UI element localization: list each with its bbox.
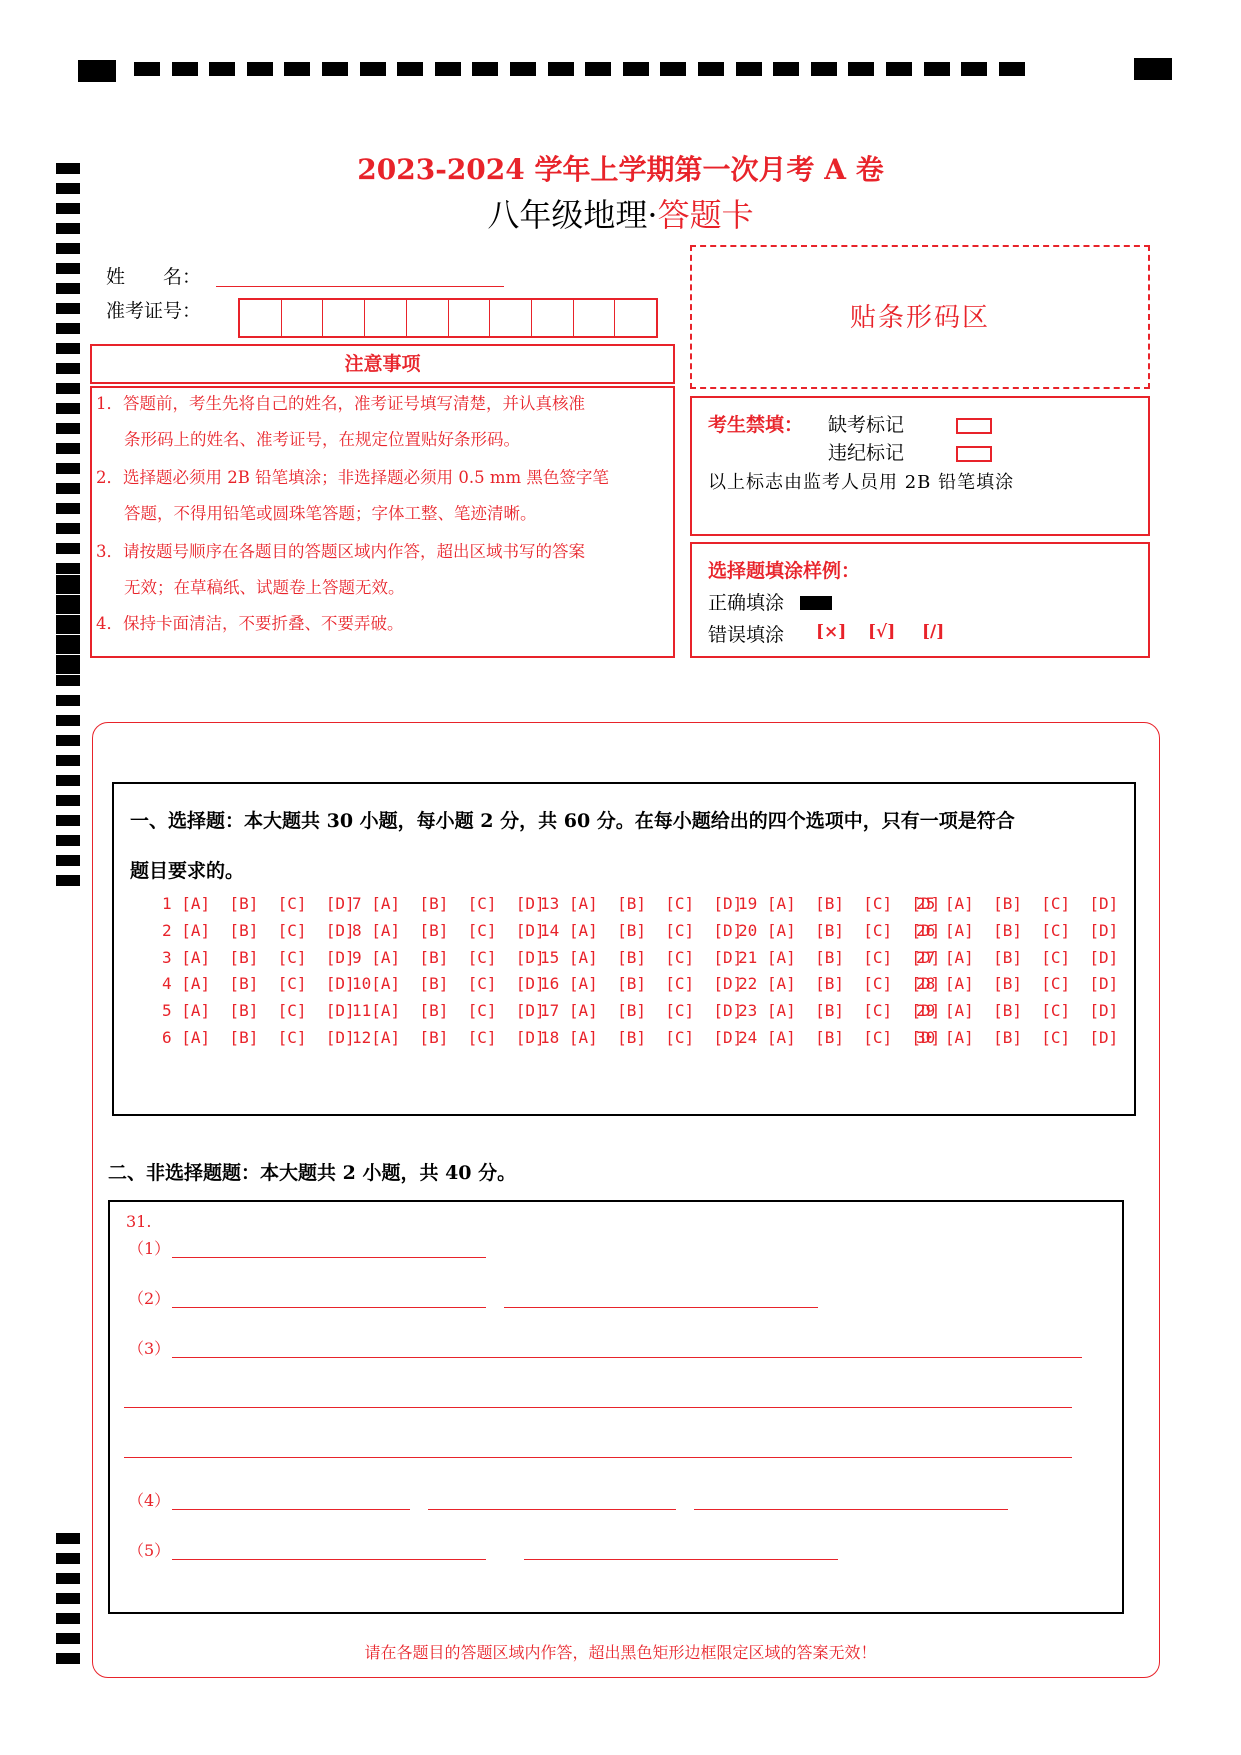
notice-item-1 bbox=[96, 386, 678, 458]
answer-line-4a[interactable] bbox=[172, 1509, 410, 1510]
notice-item-1-line2: 条形码上的姓名、准考证号，在规定位置贴好条形码。 bbox=[124, 430, 520, 449]
timing-mark bbox=[56, 815, 80, 826]
timing-mark bbox=[56, 1573, 80, 1584]
timing-mark bbox=[961, 62, 987, 76]
correct-fill-example bbox=[800, 596, 832, 610]
timing-mark bbox=[472, 62, 498, 76]
exam-id-digit-box[interactable] bbox=[490, 300, 532, 336]
choice-row-12[interactable]: 12[A] [B] [C] [D] bbox=[352, 1028, 545, 1047]
timing-mark bbox=[56, 363, 80, 374]
sub-question-2-label: （2） bbox=[128, 1289, 171, 1308]
choice-row-6[interactable]: 6 [A] [B] [C] [D] bbox=[162, 1028, 355, 1047]
timing-mark bbox=[56, 503, 80, 514]
timing-mark bbox=[56, 243, 80, 254]
choice-row-7[interactable]: 7 [A] [B] [C] [D] bbox=[352, 894, 545, 913]
name-label: 姓 名： bbox=[106, 266, 202, 288]
timing-mark bbox=[56, 463, 80, 474]
sub-question-5-label: （5） bbox=[128, 1541, 171, 1560]
timing-mark bbox=[1134, 58, 1172, 80]
answer-line-2a[interactable] bbox=[172, 1307, 486, 1308]
timing-mark bbox=[56, 795, 80, 806]
violation-mark-box[interactable] bbox=[956, 446, 992, 462]
timing-mark bbox=[435, 62, 461, 76]
timing-mark bbox=[698, 62, 724, 76]
timing-mark bbox=[134, 62, 160, 76]
timing-mark bbox=[56, 403, 80, 414]
subtitle-separator: · bbox=[647, 196, 658, 234]
notice-item-3 bbox=[96, 534, 678, 606]
choice-row-11[interactable]: 11[A] [B] [C] [D] bbox=[352, 1001, 545, 1021]
timing-mark bbox=[56, 755, 80, 766]
barcode-area bbox=[690, 245, 1150, 389]
choice-row-30[interactable]: 30 [A] [B] [C] [D] bbox=[916, 1028, 1119, 1047]
answer-card-label: 答题卡 bbox=[657, 196, 754, 234]
choice-row-16[interactable]: 16 [A] [B] [C] [D] bbox=[540, 974, 743, 994]
exam-id-digit-box[interactable] bbox=[574, 300, 616, 336]
notice-item-3-line1: 3．请按题号顺序在各题目的答题区域内作答，超出区域书写的答案 bbox=[96, 542, 585, 561]
sub-question-4-label: （4） bbox=[128, 1491, 171, 1510]
wrong-fill-example-3: [/] bbox=[922, 622, 945, 642]
timing-mark bbox=[56, 523, 80, 534]
choice-row-20[interactable]: 20 [A] [B] [C] [D] bbox=[738, 920, 941, 940]
wrong-fill-label: 错误填涂 bbox=[708, 624, 785, 646]
answer-line-5a[interactable] bbox=[172, 1559, 486, 1560]
choice-row-28[interactable]: 28 [A] [B] [C] [D] bbox=[916, 974, 1119, 994]
choice-row-5[interactable]: 5 [A] [B] [C] [D] bbox=[162, 1001, 355, 1021]
timing-mark bbox=[999, 62, 1025, 76]
fill-sample-title: 选择题填涂样例： bbox=[708, 560, 861, 582]
exam-id-label: 准考证号： bbox=[106, 300, 202, 322]
choice-row-21[interactable]: 21 [A] [B] [C] [D] bbox=[738, 947, 941, 967]
notice-item-4-line1: 4．保持卡面清洁，不要折叠、不要弄破。 bbox=[96, 614, 404, 633]
timing-mark bbox=[886, 62, 912, 76]
exam-id-digit-box[interactable] bbox=[323, 300, 365, 336]
wrong-fill-example-2: [√] bbox=[868, 622, 896, 642]
exam-id-field[interactable] bbox=[238, 298, 658, 338]
answer-line-4c[interactable] bbox=[694, 1509, 1008, 1510]
timing-mark bbox=[56, 423, 80, 434]
choice-row-1[interactable]: 1 [A] [B] [C] [D] bbox=[162, 894, 355, 913]
name-field[interactable] bbox=[216, 286, 504, 287]
timing-mark bbox=[172, 62, 198, 76]
timing-mark bbox=[56, 735, 80, 746]
choice-row-17[interactable]: 17 [A] [B] [C] [D] bbox=[540, 1001, 743, 1021]
violation-mark-label: 违纪标记 bbox=[828, 442, 905, 464]
timing-mark bbox=[56, 855, 80, 866]
timing-mark bbox=[660, 62, 686, 76]
timing-mark bbox=[56, 1553, 80, 1564]
timing-mark bbox=[56, 443, 80, 454]
section1-title-cont: 题目要求的。 bbox=[130, 860, 245, 882]
timing-mark bbox=[773, 62, 799, 76]
card-subtitle bbox=[0, 190, 1241, 236]
timing-mark bbox=[322, 62, 348, 76]
answer-line-3c[interactable] bbox=[124, 1457, 1072, 1458]
timing-mark bbox=[360, 62, 386, 76]
exam-id-digit-box[interactable] bbox=[240, 300, 282, 336]
choice-row-26[interactable]: 26 [A] [B] [C] [D] bbox=[916, 920, 1119, 940]
choice-row-9[interactable]: 9 [A] [B] [C] [D] bbox=[352, 947, 545, 967]
notice-item-2-line1: 2．选择题必须用 2B 铅笔填涂；非选择题必须用 0.5 mm 黑色签字笔 bbox=[96, 468, 609, 487]
timing-mark bbox=[56, 595, 80, 606]
section1-title: 一、选择题：本大题共 30 小题，每小题 2 分，共 60 分。在每小题给出的四个选项中，只有一项是符合 bbox=[130, 810, 1015, 832]
timing-mark bbox=[924, 62, 950, 76]
timing-mark bbox=[56, 835, 80, 846]
timing-mark bbox=[56, 1593, 80, 1604]
exam-id-digit-box[interactable] bbox=[532, 300, 574, 336]
timing-mark bbox=[284, 62, 310, 76]
choice-row-13[interactable]: 13 [A] [B] [C] [D] bbox=[540, 894, 743, 913]
timing-mark bbox=[510, 62, 536, 76]
sub-question-3-label: （3） bbox=[128, 1339, 171, 1358]
timing-mark bbox=[56, 695, 80, 706]
choice-row-22[interactable]: 22 [A] [B] [C] [D] bbox=[738, 974, 941, 994]
timing-mark bbox=[56, 1613, 80, 1624]
choice-row-4[interactable]: 4 [A] [B] [C] [D] bbox=[162, 974, 355, 994]
exam-id-digit-box[interactable] bbox=[615, 300, 656, 336]
absent-mark-box[interactable] bbox=[956, 418, 992, 434]
choice-row-8[interactable]: 8 [A] [B] [C] [D] bbox=[352, 920, 545, 940]
answer-line-5b[interactable] bbox=[524, 1559, 838, 1560]
exam-title: 2023-2024 学年上学期第一次月考 A 卷 bbox=[357, 153, 884, 186]
answer-line-3a[interactable] bbox=[172, 1357, 1082, 1358]
timing-mark bbox=[56, 675, 80, 686]
timing-mark bbox=[56, 283, 80, 294]
timing-mark bbox=[397, 62, 423, 76]
exam-id-digit-box[interactable] bbox=[282, 300, 324, 336]
timing-mark bbox=[548, 62, 574, 76]
timing-mark bbox=[56, 615, 80, 626]
absent-mark-label: 缺考标记 bbox=[828, 414, 905, 436]
timing-mark bbox=[736, 62, 762, 76]
timing-mark bbox=[56, 575, 80, 586]
notice-title-box bbox=[90, 344, 675, 384]
timing-mark bbox=[56, 483, 80, 494]
wrong-fill-example-1: [×] bbox=[816, 622, 847, 642]
question-31-number: 31. bbox=[126, 1212, 152, 1231]
timing-mark bbox=[848, 62, 874, 76]
choice-row-2[interactable]: 2 [A] [B] [C] [D] bbox=[162, 920, 355, 940]
notice-item-2 bbox=[96, 460, 678, 532]
notice-item-3-line2: 无效；在草稿纸、试题卷上答题无效。 bbox=[124, 578, 405, 597]
timing-mark bbox=[56, 263, 80, 274]
exam-mark-title: 考生禁填： bbox=[708, 414, 804, 436]
timing-mark bbox=[585, 62, 611, 76]
timing-mark bbox=[56, 875, 80, 886]
barcode-label: 贴条形码区 bbox=[849, 303, 990, 333]
timing-mark bbox=[811, 62, 837, 76]
exam-id-digit-box[interactable] bbox=[449, 300, 491, 336]
timing-mark bbox=[247, 62, 273, 76]
timing-mark bbox=[56, 563, 80, 574]
fill-sample-box bbox=[690, 542, 1150, 658]
notice-item-1-line1: 1．答题前，考生先将自己的姓名，准考证号填写清楚，并认真核准 bbox=[96, 394, 585, 413]
notice-title: 注意事项 bbox=[344, 353, 421, 375]
correct-fill-label: 正确填涂 bbox=[708, 592, 785, 614]
exam-id-digit-box[interactable] bbox=[407, 300, 449, 336]
timing-mark bbox=[56, 543, 80, 554]
timing-mark bbox=[56, 635, 80, 646]
timing-mark bbox=[56, 303, 80, 314]
timing-mark bbox=[56, 1533, 80, 1544]
choice-row-15[interactable]: 15 [A] [B] [C] [D] bbox=[540, 947, 743, 967]
timing-mark bbox=[56, 655, 80, 666]
timing-mark bbox=[56, 383, 80, 394]
subject-label: 八年级地理 bbox=[487, 196, 648, 234]
exam-mark-note: 以上标志由监考人员用 2B 铅笔填涂 bbox=[708, 472, 1015, 493]
choice-row-18[interactable]: 18 [A] [B] [C] [D] bbox=[540, 1028, 743, 1047]
exam-mark-box bbox=[690, 396, 1150, 536]
timing-mark bbox=[78, 60, 116, 82]
timing-mark bbox=[56, 715, 80, 726]
timing-mark bbox=[623, 62, 649, 76]
choice-row-25[interactable]: 25 [A] [B] [C] [D] bbox=[916, 894, 1119, 913]
timing-mark bbox=[56, 323, 80, 334]
answer-line-3b[interactable] bbox=[124, 1407, 1072, 1408]
section2-title: 二、非选择题题：本大题共 2 小题，共 40 分。 bbox=[108, 1162, 517, 1184]
choice-row-27[interactable]: 27 [A] [B] [C] [D] bbox=[916, 947, 1119, 967]
timing-mark bbox=[209, 62, 235, 76]
choice-row-14[interactable]: 14 [A] [B] [C] [D] bbox=[540, 920, 743, 940]
choice-row-10[interactable]: 10[A] [B] [C] [D] bbox=[352, 974, 545, 994]
exam-id-digit-box[interactable] bbox=[365, 300, 407, 336]
notice-item-4 bbox=[96, 606, 678, 642]
choice-row-3[interactable]: 3 [A] [B] [C] [D] bbox=[162, 947, 355, 967]
choice-row-23[interactable]: 23 [A] [B] [C] [D] bbox=[738, 1001, 941, 1021]
choice-row-24[interactable]: 24 [A] [B] [C] [D] bbox=[738, 1028, 941, 1047]
timing-mark bbox=[56, 343, 80, 354]
timing-mark bbox=[56, 775, 80, 786]
answer-line-2b[interactable] bbox=[504, 1307, 818, 1308]
answer-line-4b[interactable] bbox=[428, 1509, 676, 1510]
notice-item-2-line2: 答题，不得用铅笔或圆珠笔答题；字体工整、笔迹清晰。 bbox=[124, 504, 537, 523]
answer-line-1[interactable] bbox=[172, 1257, 486, 1258]
footer-warning: 请在各题目的答题区域内作答，超出黑色矩形边框限定区域的答案无效！ bbox=[364, 1643, 877, 1662]
sub-question-1-label: （1） bbox=[128, 1239, 171, 1258]
choice-row-29[interactable]: 29 [A] [B] [C] [D] bbox=[916, 1001, 1119, 1021]
choice-row-19[interactable]: 19 [A] [B] [C] [D] bbox=[738, 894, 941, 913]
